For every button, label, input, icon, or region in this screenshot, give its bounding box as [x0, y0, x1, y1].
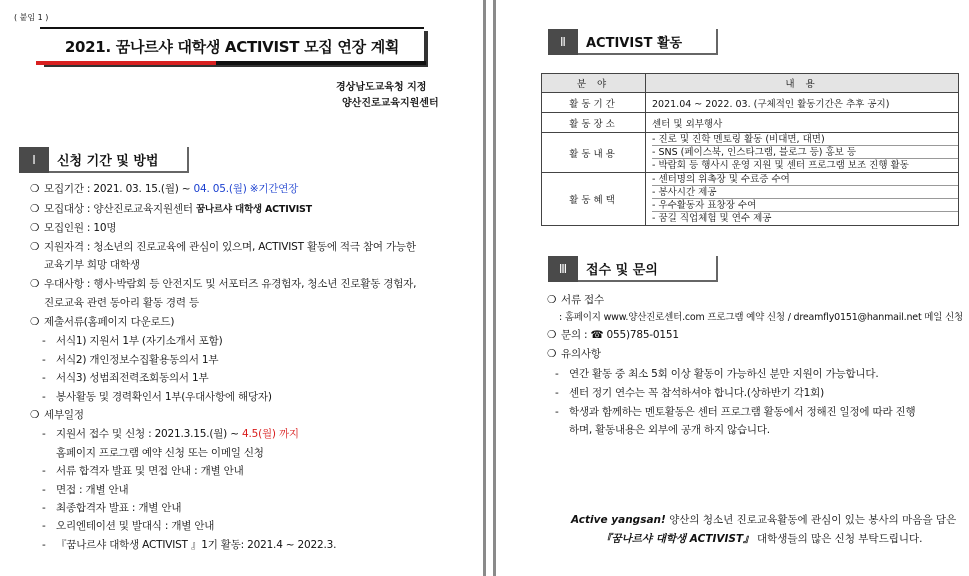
- table-cell-key: 활동장소: [542, 113, 646, 133]
- list-item: ❍ 우대사항 : 행사·박람회 등 안전지도 및 서포터즈 유경험자, 청소년 진로활동 경험자,: [30, 278, 417, 290]
- section-1-header: [19, 147, 189, 173]
- list-item: ❍ 세부일정: [30, 409, 84, 421]
- annex-label: ( 붙임 1 ): [14, 13, 49, 22]
- list-item: - 서식3) 성범죄전력조회동의서 1부: [42, 372, 209, 384]
- list-item: - 봉사활동 및 경력확인서 1부(우대사항에 해당자): [42, 391, 272, 403]
- table-subline: - 박람회 등 행사시 운영 지원 및 센터 프로그램 보조 진행 활동: [652, 160, 909, 171]
- list-item: 하며, 활동내용은 외부에 공개 하지 않습니다.: [569, 424, 770, 436]
- list-item: : 홈페이지 www.양산진로센터.com 프로그램 예약 신청 / dreamfly0151@hanmail.net 메일 신청: [559, 312, 964, 323]
- list-item: ❍ 지원자격 : 청소년의 진로교육에 관심이 있으며, ACTIVIST 활동에 적극 참여 가능한: [30, 241, 416, 253]
- list-item: - 서식2) 개인정보수집활용동의서 1부: [42, 354, 219, 366]
- table-subline: - SNS (페이스북, 인스타그램, 블로그 등) 홍보 등: [652, 146, 958, 159]
- table-header: 분 야: [542, 74, 646, 93]
- issuer-line-2: 양산진로교육지원센터: [342, 98, 439, 109]
- closing-slogan: Active yangsan!: [571, 514, 666, 526]
- table-cell-key: 활동기간: [542, 93, 646, 113]
- table-cell-value: [646, 133, 959, 173]
- list-item: ❍ 유의사항: [547, 348, 601, 360]
- list-item: - 『꿈나르샤 대학생 ACTIVIST 』1기 활동: 2021.4 ~ 2022.3.: [42, 539, 337, 551]
- list-item: - 최종합격자 발표 : 개별 안내: [42, 502, 182, 514]
- table-header-row: [542, 74, 959, 93]
- table-subline: - 봉사시간 제공: [652, 186, 958, 199]
- section-number: Ⅱ: [548, 29, 578, 55]
- list-item: - 오리엔테이션 및 발대식 : 개별 안내: [42, 520, 215, 532]
- table-cell-key: 활동혜택: [542, 173, 646, 226]
- table-header: 내 용: [646, 74, 959, 93]
- list-item: ❍ 제출서류(홈페이지 다운로드): [30, 316, 175, 328]
- list-item: - 서식1) 지원서 1부 (자기소개서 포함): [42, 335, 223, 347]
- closing-line-2: 『꿈나르샤 대학생 ACTIVIST』 대학생들의 많은 신청 부탁드립니다.: [601, 533, 923, 545]
- activity-table: [541, 73, 959, 226]
- table-row: [542, 173, 959, 226]
- list-item: ❍ 모집기간 : 2021. 03. 15.(월) ~ 04. 05.(월) ※기간연장: [30, 183, 299, 195]
- table-cell-value: 2021.04 ~ 2022. 03. (구체적인 활동기간은 추후 공지): [646, 93, 959, 113]
- list-item: 진로교육 관련 동아리 활동 경력 등: [44, 297, 199, 309]
- section-number: Ⅲ: [548, 256, 578, 282]
- list-item: 교육기부 희망 대학생: [44, 259, 140, 271]
- list-item: - 연간 활동 중 최소 5회 이상 활동이 가능하신 분만 지원이 가능합니다.: [555, 368, 879, 380]
- closing-line-1: Active yangsan! 양산의 청소년 진로교육활동에 관심이 있는 봉사의 마음을 담은: [571, 514, 957, 526]
- section-3-header: [548, 256, 718, 282]
- page-edge-left: [483, 0, 486, 576]
- page-gutter: [482, 0, 497, 576]
- document-page-left: [0, 0, 482, 576]
- title-underline-red: [36, 61, 216, 65]
- table-subline: - 센터명의 위촉장 및 수료증 수여: [652, 173, 958, 186]
- list-item: - 면접 : 개별 안내: [42, 484, 129, 496]
- list-item: - 센터 정기 연수는 꼭 참석하셔야 합니다.(상하반기 각1회): [555, 387, 824, 399]
- list-item: ❍ 서류 접수: [547, 294, 604, 306]
- table-row: [542, 133, 959, 173]
- section-2-header: [548, 29, 718, 55]
- list-item: - 지원서 접수 및 신청 : 2021.3.15.(월) ~ 4.5(월) 까지: [42, 428, 299, 440]
- table-subline: - 우수활동자 표창장 수여: [652, 199, 958, 212]
- page-edge-right: [493, 0, 496, 576]
- issuer-line-1: 경상남도교육청 지정: [336, 82, 427, 93]
- table-row: [542, 113, 959, 133]
- section-title: 접수 및 문의: [578, 256, 718, 282]
- table-subline: - 진로 및 진학 멘토링 활동 (비대면, 대면): [652, 133, 958, 146]
- table-cell-value: [646, 173, 959, 226]
- closing-program-name: 『꿈나르샤 대학생 ACTIVIST』: [601, 533, 754, 545]
- table-cell-key: 활동내용: [542, 133, 646, 173]
- list-item: ❍ 모집대상 : 양산진로교육지원센터 꿈나르샤 대학생 ACTIVIST: [30, 203, 312, 215]
- title-underline-black: [216, 61, 426, 65]
- table-cell-value: 센터 및 외부행사: [646, 113, 959, 133]
- list-item: ❍ 문의 : ☎ 055)785-0151: [547, 329, 679, 341]
- list-item: ❍ 모집인원 : 10명: [30, 222, 117, 234]
- document-page-right: [497, 0, 969, 576]
- section-title: 신청 기간 및 방법: [49, 147, 189, 173]
- table-subline: - 꿈길 직업체험 및 연수 제공: [652, 213, 772, 224]
- section-number: Ⅰ: [19, 147, 49, 173]
- document-title: 2021. 꿈나르샤 대학생 ACTIVIST 모집 연장 계획: [40, 27, 424, 63]
- table-row: [542, 93, 959, 113]
- section-title: ACTIVIST 활동: [578, 29, 718, 55]
- list-item: - 서류 합격자 발표 및 면접 안내 : 개별 안내: [42, 465, 244, 477]
- list-item: 홈페이지 프로그램 예약 신청 또는 이메일 신청: [56, 447, 264, 459]
- list-item: - 학생과 함께하는 멘토활동은 센터 프로그램 활동에서 정해진 일정에 따라 진행: [555, 406, 916, 418]
